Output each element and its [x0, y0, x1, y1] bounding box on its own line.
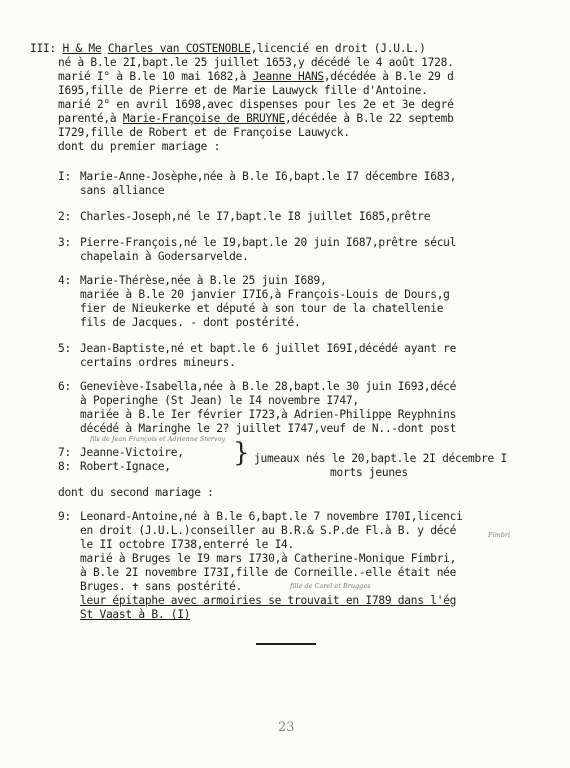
child-line: fier de Nieukerke et député à son tour de la chatellenie — [80, 302, 444, 315]
child-line: Leonard-Antoine,né à B.le 6,bapt.le 7 novembre I70I,licenci — [80, 510, 463, 523]
child-line: mariée à B.le Ier février I723,à Adrien-Philippe Reyphnins — [80, 408, 457, 421]
epitaph-line: leur épitaphe avec armoiries se trouvait en I789 dans l'ég — [80, 594, 457, 607]
child-line: Jeanne-Victoire, — [80, 446, 184, 459]
intro-line: I729,fille de Robert et de Françoise Lauwyck. — [58, 126, 350, 139]
child-line: Jean-Baptiste,né et bapt.le 6 juillet I69I,décédé ayant re — [80, 342, 457, 355]
child-line: Bruges. ✝ sans postérité. — [80, 580, 243, 593]
child-number: I: — [58, 170, 71, 183]
child-number: 2: — [58, 210, 71, 223]
child-number: 7: — [58, 446, 71, 459]
child-line: Charles-Joseph,né le I7,bapt.le I8 juillet I685,prêtre — [80, 210, 431, 223]
handwritten-note: fille de Carel et Brugges — [290, 582, 371, 590]
child-line: le II octobre I738,enterré le I4. — [80, 538, 295, 551]
child-line: à B.le 2I novembre I73I,fille de Corneille.-elle était née — [80, 566, 457, 579]
child-line: chapelain à Godersarvelde. — [80, 250, 249, 263]
child-number: 4: — [58, 274, 71, 287]
handwritten-note: Fimbri — [488, 531, 511, 539]
child-line: Robert-Ignace, — [80, 460, 171, 473]
child-number: 6: — [58, 380, 71, 393]
child-line: fils de Jacques. - dont postérité. — [80, 316, 301, 329]
child-number: 5: — [58, 342, 71, 355]
child-number: 3: — [58, 236, 71, 249]
second-marriage-spouse-line: parenté,à Marie-Françoise de BRUYNE,décédée à B.le 22 septemb — [58, 112, 454, 125]
epitaph-line: St Vaast à B. (I) — [80, 608, 191, 621]
entry-number: III: — [30, 42, 56, 55]
intro-line: I695,fille de Pierre et de Marie Lauwyck fille d'Antoine. — [58, 84, 428, 97]
title-prefix: H & Me — [62, 42, 102, 55]
first-marriage-line: marié I° à B.le 10 mai 1682,à Jeanne HANS,décédée à B.le 29 d — [58, 70, 454, 83]
child-line: certains ordres mineurs. — [80, 356, 236, 369]
person-name: Charles van COSTENOBLE — [107, 42, 251, 55]
child-line: marié à Bruges le I9 mars I730,à Catherine-Monique Fimbri, — [80, 552, 457, 565]
spouse2-name: Marie-Françoise de BRUYNE — [122, 112, 285, 125]
child-line: décédé à Maringhe le 2? juillet I747,veuf de N..-dont post — [80, 422, 457, 435]
twins-note: jumeaux nés le 20,bapt.le 2I décembre I — [254, 452, 507, 465]
page-number: 23 — [278, 720, 295, 735]
handwritten-note: fils de Jean François et Adrienne Stervoy — [90, 435, 226, 443]
twins-note: morts jeunes — [330, 466, 408, 479]
first-marriage-label: dont du premier mariage : — [58, 140, 221, 153]
child-number: 8: — [58, 460, 71, 473]
spouse1-name: Jeanne HANS — [252, 70, 324, 83]
child-line: Pierre-François,né le I9,bapt.le 20 juin I687,prêtre sécul — [80, 236, 457, 249]
child-line: Marie-Thérèse,née à B.le 25 juin I689, — [80, 274, 327, 287]
entry-header — [30, 42, 426, 55]
second-marriage-line: marié 2° en avril 1698,avec dispenses pour les 2e et 3e degré — [58, 98, 454, 111]
birth-line: né à B.le 2I,bapt.le 25 juillet 1653,y décédé le 4 août 1728. — [58, 56, 454, 69]
child-line: mariée à B.le 20 janvier I7I6,à François-Louis de Dours,g — [80, 288, 450, 301]
child-line: à Poperinghe (St Jean) le I4 novembre I747, — [80, 394, 359, 407]
twins-brace: } — [233, 438, 250, 468]
person-title: ,licencié en droit (J.U.L.) — [250, 42, 426, 55]
section-divider — [256, 643, 316, 645]
child-line: Geneviève-Isabella,née à B.le 28,bapt.le 30 juin I693,décé — [80, 380, 457, 393]
child-line: sans alliance — [80, 184, 165, 197]
second-marriage-label: dont du second mariage : — [58, 486, 214, 499]
child-number: 9: — [58, 510, 71, 523]
child-line: Marie-Anne-Josèphe,née à B.le I6,bapt.le I7 décembre I683, — [80, 170, 457, 183]
child-line: en droit (J.U.L.)conseiller au B.R.& S.P.de Fl.à B. y décé — [80, 524, 457, 537]
